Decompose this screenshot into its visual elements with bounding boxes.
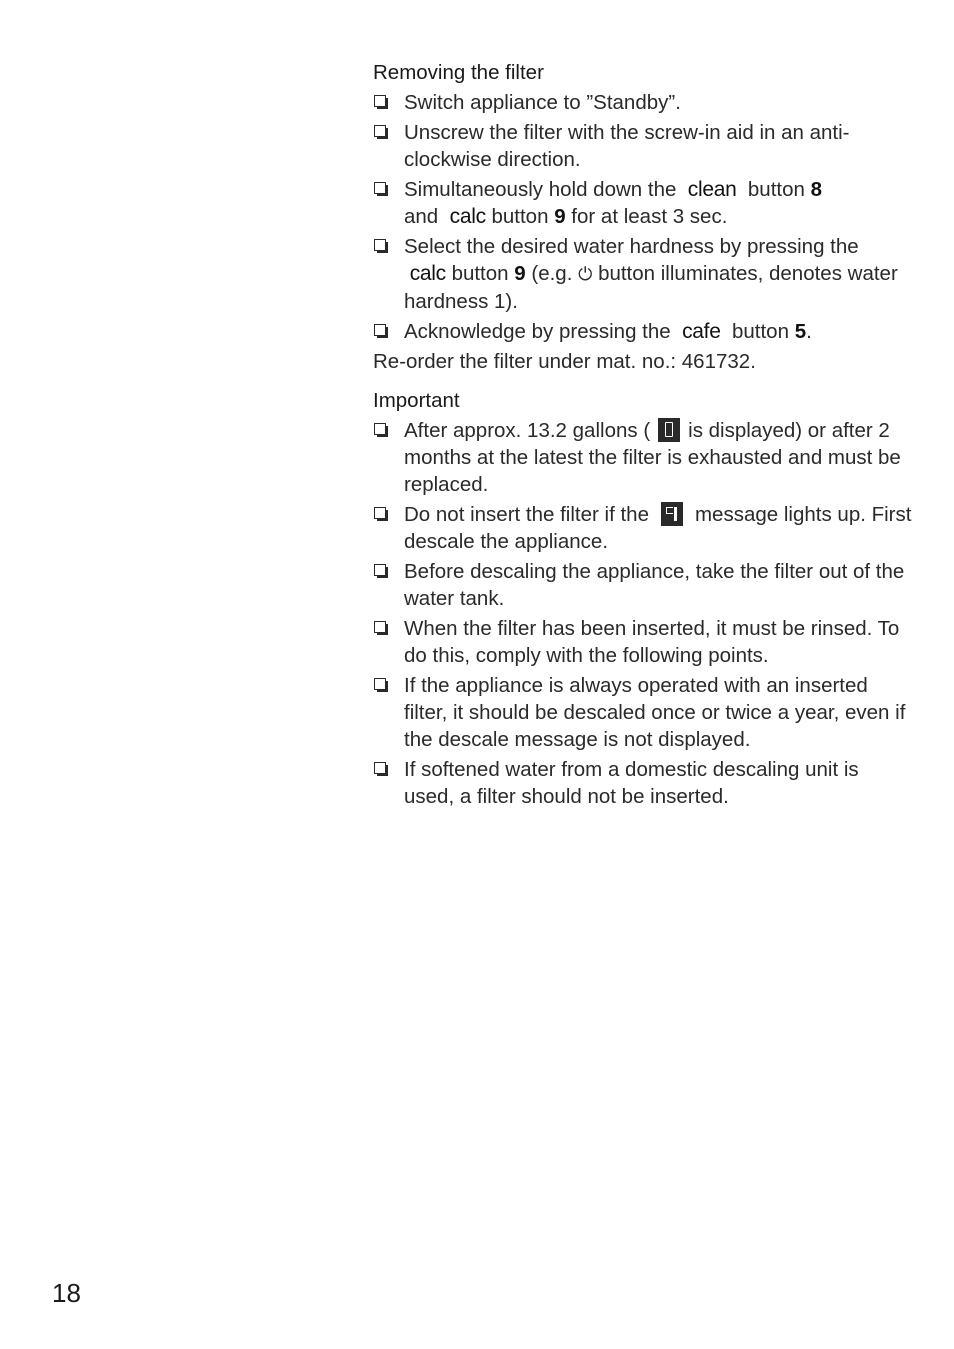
list-item: Do not insert the filter if the message lights up. First descale the appliance. — [373, 501, 913, 555]
checkbox-icon — [374, 125, 386, 137]
important-list — [373, 417, 913, 810]
list-item: Before descaling the appliance, take the filter out of the water tank. — [373, 558, 913, 612]
calc-key-label: calc — [409, 262, 446, 285]
list-item: Simultaneously hold down the clean button 8 and calc button 9 for at least 3 sec. — [373, 176, 913, 230]
checkbox-icon — [374, 564, 386, 576]
removing-filter-heading: Removing the filter — [373, 61, 544, 84]
filter-display-icon — [658, 418, 680, 442]
checkbox-icon — [374, 423, 386, 435]
list-item: When the filter has been inserted, it must be rinsed. To do this, comply with the following points. — [373, 615, 913, 669]
power-icon: ⏻ — [578, 264, 593, 284]
list-item: Acknowledge by pressing the cafe button 5. — [373, 318, 913, 345]
checkbox-icon — [374, 507, 386, 519]
checkbox-icon — [374, 182, 386, 194]
checkbox-icon — [374, 762, 386, 774]
content-column — [373, 59, 913, 810]
descale-display-icon — [661, 502, 683, 526]
clean-key-label: clean — [687, 178, 737, 201]
list-item: If softened water from a domestic descaling unit is used, a filter should not be inserted. — [373, 756, 913, 810]
page-number: 18 — [52, 1278, 81, 1308]
removing-steps-list — [373, 89, 913, 345]
list-item: If the appliance is always operated with an inserted filter, it should be descaled once or twice a year, even if the descale message is not displayed. — [373, 672, 913, 753]
list-item: Unscrew the filter with the screw-in aid in an anti-clockwise direction. — [373, 119, 913, 173]
cafe-key-label: cafe — [682, 320, 721, 343]
list-item: Switch appliance to ”Standby”. — [373, 89, 913, 116]
list-item: Select the desired water hardness by pressing the calc button 9 (e.g. ⏻ button illuminates, denotes water hardness 1). — [373, 233, 913, 315]
checkbox-icon — [374, 324, 386, 336]
checkbox-icon — [374, 95, 386, 107]
list-item: After approx. 13.2 gallons ( is displayed) or after 2 months at the latest the filter is exhausted and must be replaced. — [373, 417, 913, 498]
reorder-note: Re-order the filter under mat. no.: 461732. — [373, 350, 756, 373]
checkbox-icon — [374, 678, 386, 690]
important-heading: Important — [373, 389, 460, 412]
checkbox-icon — [374, 239, 386, 251]
checkbox-icon — [374, 621, 386, 633]
calc-key-label: calc — [449, 205, 486, 228]
